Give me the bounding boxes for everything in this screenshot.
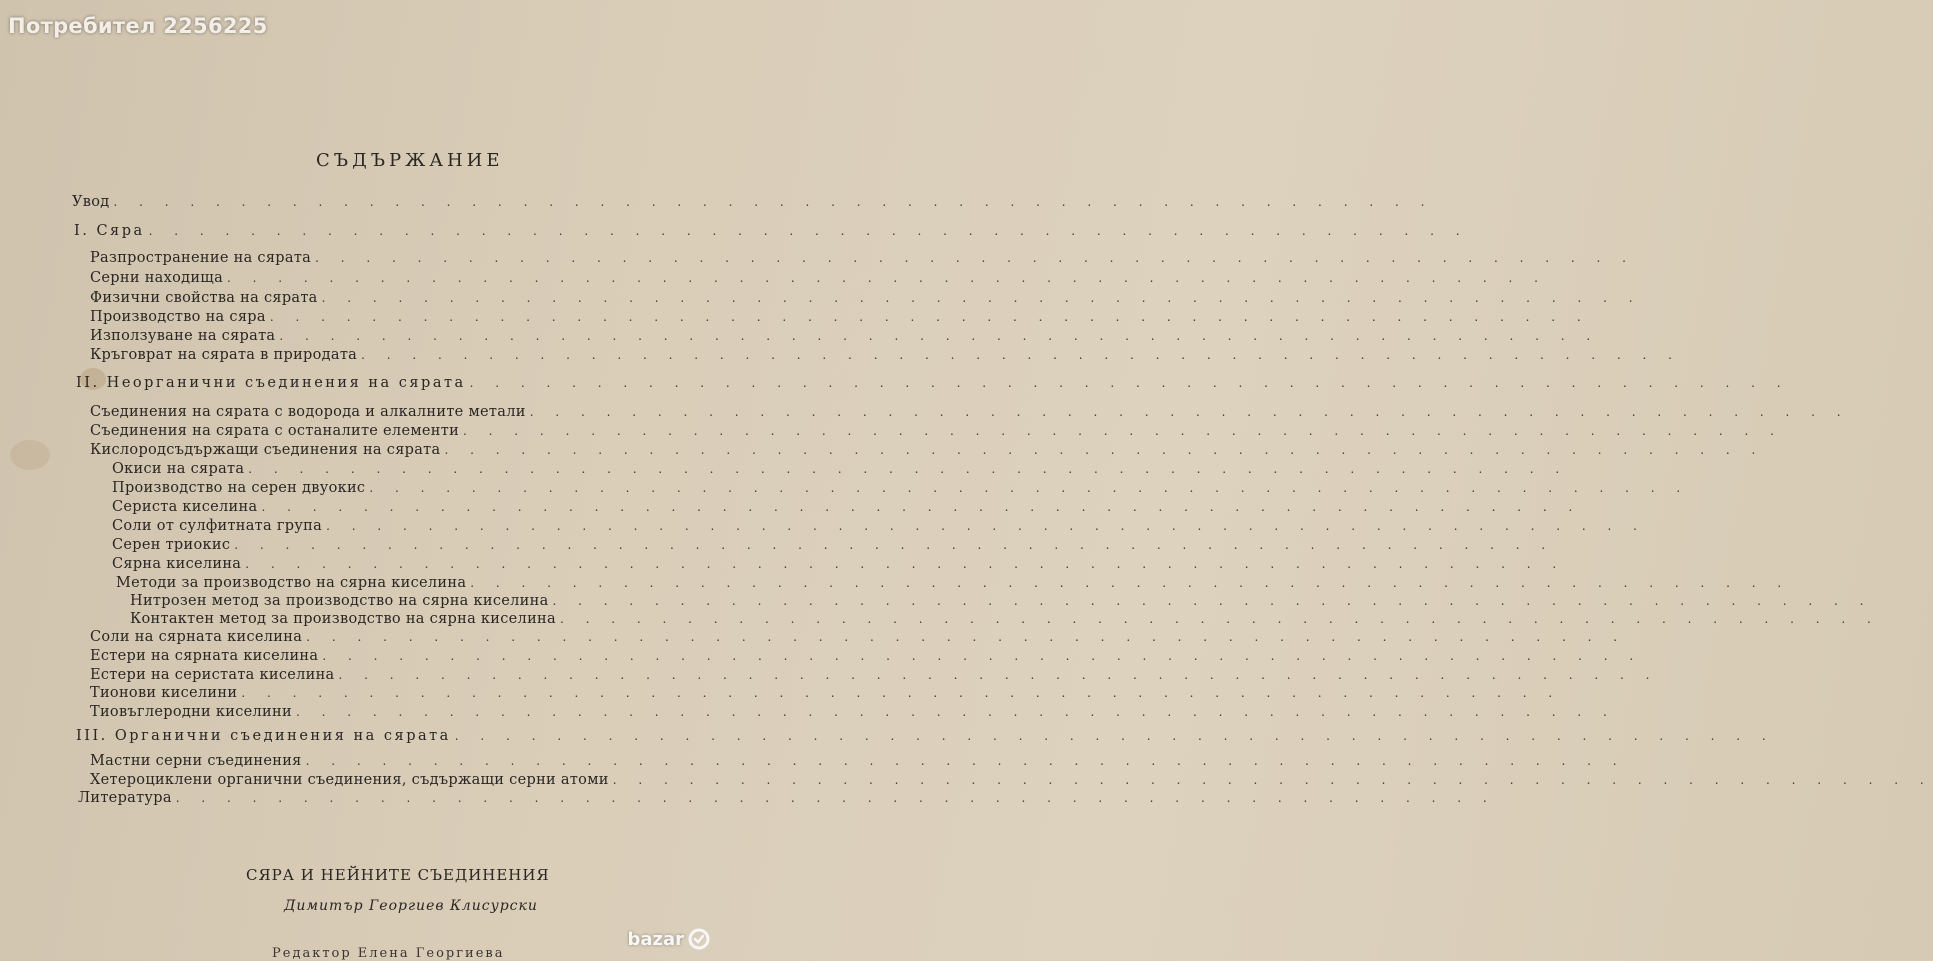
toc-entry-label: Контактен метод за производство на сярна киселина	[130, 611, 556, 627]
toc-dot-leader: . . . . . . . . . . . . . . . . . . . . . . . . . . . . . . . . . . . . . . . . . . . . . . . . . . . .	[175, 791, 1496, 805]
toc-entry	[90, 772, 1933, 788]
toc-entry	[76, 375, 1790, 391]
toc-entry-label: Съединения на сярата с водорода и алкалните метали	[90, 404, 526, 420]
toc-entry	[112, 480, 1690, 496]
toc-entry	[130, 593, 1873, 609]
toc-entry-label: I. Сяра	[74, 223, 145, 239]
toc-dot-leader: . . . . . . . . . . . . . . . . . . . . . . . . . . . . . . . . . . . . . . . . . . . . . . . . . . . .	[148, 224, 1469, 238]
toc-entry-label: Мастни серни съединения	[90, 753, 302, 769]
toc-entry-label: Хетероциклени органични съединения, съдържащи серни атоми	[90, 772, 609, 788]
bazar-logo-icon	[688, 928, 710, 950]
toc-dot-leader: . . . . . . . . . . . . . . . . . . . . . . . . . . . . . . . . . . . . . . . . . . . . . . . . . . . .	[470, 576, 1791, 590]
bazar-logo	[627, 928, 710, 950]
toc-entry-label: Окиси на сярата	[112, 461, 245, 477]
toc-dot-leader: . . . . . . . . . . . . . . . . . . . . . . . . . . . . . . . . . . . . . . . . . . . . . . . . . . . .	[529, 405, 1850, 419]
toc-entry	[130, 611, 1880, 627]
toc-entry	[112, 499, 1582, 515]
toc-entry	[112, 461, 1569, 477]
toc-entry-label: Използуване на сярата	[90, 328, 276, 344]
toc-dot-leader: . . . . . . . . . . . . . . . . . . . . . . . . . . . . . . . . . . . . . . . . . . . . . . . . . . . .	[612, 773, 1933, 787]
toc-entry	[90, 290, 1642, 306]
toc-entry-label: Тионови киселини	[90, 685, 238, 701]
toc-entry-label: Естери на серистата киселина	[90, 667, 335, 683]
toc-dot-leader: . . . . . . . . . . . . . . . . . . . . . . . . . . . . . . . . . . . . . . . . . . . . . . . . . . . .	[338, 668, 1659, 682]
toc-entry	[74, 223, 1469, 239]
toc-dot-leader: . . . . . . . . . . . . . . . . . . . . . . . . . . . . . . . . . . . . . . . . . . . . . . . . . . . .	[227, 271, 1547, 285]
toc-entry-label: Съединения на сярата с останалите елементи	[90, 423, 460, 439]
toc-dot-leader: . . . . . . . . . . . . . . . . . . . . . . . . . . . . . . . . . . . . . . . . . . . . . . . . . . . .	[552, 594, 1873, 608]
toc-entry	[90, 250, 1635, 266]
toc-dot-leader: . . . . . . . . . . . . . . . . . . . . . . . . . . . . . . . . . . . . . . . . . . . . . . . . . . . .	[241, 686, 1562, 700]
toc-entry	[90, 442, 1765, 458]
toc-dot-leader: . . . . . . . . . . . . . . . . . . . . . . . . . . . . . . . . . . . . . . . . . . . . . . . . . . . .	[361, 348, 1681, 362]
toc-dot-leader: . . . . . . . . . . . . . . . . . . . . . . . . . . . . . . . . . . . . . . . . . . . . . . . . . . . .	[306, 630, 1627, 644]
toc-entry-label: Нитрозен метод за производство на сярна киселина	[130, 593, 549, 609]
toc-entry	[90, 404, 1850, 420]
book-author: Димитър Георгиев Клисурски	[284, 898, 538, 914]
toc-entry	[90, 648, 1643, 664]
toc-dot-leader: . . . . . . . . . . . . . . . . . . . . . . . . . . . . . . . . . . . . . . . . . . . . . . . . . . . .	[113, 195, 1434, 209]
toc-entry-label: Серен триокис	[112, 537, 231, 553]
toc-entry	[90, 753, 1626, 769]
toc-dot-leader: . . . . . . . . . . . . . . . . . . . . . . . . . . . . . . . . . . . . . . . . . . . . . . . . . . . .	[321, 291, 1642, 305]
toc-entry-label: II. Неорганични съединения на сярата	[76, 375, 466, 391]
toc-entry-label: Кръговрат на сярата в природата	[90, 347, 358, 363]
toc-dot-leader: . . . . . . . . . . . . . . . . . . . . . . . . . . . . . . . . . . . . . . . . . . . . . . . . . . . .	[261, 500, 1582, 514]
toc-entry	[112, 518, 1646, 534]
toc-dot-leader: . . . . . . . . . . . . . . . . . . . . . . . . . . . . . . . . . . . . . . . . . . . . . . . . . . . .	[279, 329, 1600, 343]
toc-entry	[90, 685, 1562, 701]
toc-entry	[90, 328, 1600, 344]
toc-dot-leader: . . . . . . . . . . . . . . . . . . . . . . . . . . . . . . . . . . . . . . . . . . . . . . . . . . . .	[248, 462, 1569, 476]
toc-dot-leader: . . . . . . . . . . . . . . . . . . . . . . . . . . . . . . . . . . . . . . . . . . . . . . . . . . . .	[295, 705, 1616, 719]
toc-dot-leader: . . . . . . . . . . . . . . . . . . . . . . . . . . . . . . . . . . . . . . . . . . . . . . . . . . . .	[326, 519, 1646, 533]
book-editor: Редактор Елена Георгиева	[272, 946, 505, 961]
toc-entry-label: Увод	[72, 194, 110, 210]
toc-entry	[76, 728, 1775, 744]
bazar-logo-text: bazar	[627, 928, 684, 950]
toc-dot-leader: . . . . . . . . . . . . . . . . . . . . . . . . . . . . . . . . . . . . . . . . . . . . . . . . . . . .	[454, 729, 1775, 743]
toc-entry-label: Производство на серен двуокис	[112, 480, 366, 496]
paper-stain	[10, 440, 50, 470]
toc-dot-leader: . . . . . . . . . . . . . . . . . . . . . . . . . . . . . . . . . . . . . . . . . . . . . . . . . . . .	[469, 376, 1790, 390]
toc-entry-label: Методи за производство на сярна киселина	[116, 575, 467, 591]
toc-entry	[90, 270, 1547, 286]
toc-entry-label: Серни находища	[90, 270, 224, 286]
toc-dot-leader: . . . . . . . . . . . . . . . . . . . . . . . . . . . . . . . . . . . . . . . . . . . . . . . . . . . .	[463, 424, 1783, 438]
toc-dot-leader: . . . . . . . . . . . . . . . . . . . . . . . . . . . . . . . . . . . . . . . . . . . . . . . . . . . .	[322, 649, 1643, 663]
toc-entry-label: Тиовъглеродни киселини	[90, 704, 292, 720]
toc-entry	[90, 347, 1681, 363]
toc-dot-leader: . . . . . . . . . . . . . . . . . . . . . . . . . . . . . . . . . . . . . . . . . . . . . . . . . . . .	[444, 443, 1765, 457]
toc-dot-leader: . . . . . . . . . . . . . . . . . . . . . . . . . . . . . . . . . . . . . . . . . . . . . . . . . . . .	[315, 251, 1635, 265]
toc-entry-label: Кислородсъдържащи съединения на сярата	[90, 442, 441, 458]
toc-entry-label: III. Органични съединения на сярата	[76, 728, 451, 744]
toc-entry-label: Литература	[78, 790, 172, 806]
toc-entry	[112, 537, 1555, 553]
toc-dot-leader: . . . . . . . . . . . . . . . . . . . . . . . . . . . . . . . . . . . . . . . . . . . . . . . . . . . .	[305, 754, 1626, 768]
toc-entry	[90, 667, 1659, 683]
toc-entry-label: Сериста киселина	[112, 499, 258, 515]
toc-entry	[78, 790, 1496, 806]
toc-entry-label: Сярна киселина	[112, 556, 242, 572]
toc-entry	[90, 629, 1627, 645]
toc-entry	[90, 704, 1616, 720]
toc-entry-label: Разпространение на сярата	[90, 250, 312, 266]
toc-entry-label: Соли от сулфитната група	[112, 518, 323, 534]
toc-entry	[112, 556, 1566, 572]
user-watermark: Потребител 2256225	[8, 14, 268, 38]
toc-dot-leader: . . . . . . . . . . . . . . . . . . . . . . . . . . . . . . . . . . . . . . . . . . . . . . . . . . . .	[245, 557, 1566, 571]
toc-entry	[90, 423, 1783, 439]
toc-entry-label: Соли на сярната киселина	[90, 629, 303, 645]
toc-entry-label: Физични свойства на сярата	[90, 290, 318, 306]
toc-entry-label: Производство на сяра	[90, 309, 266, 325]
toc-dot-leader: . . . . . . . . . . . . . . . . . . . . . . . . . . . . . . . . . . . . . . . . . . . . . . . . . . . .	[369, 481, 1690, 495]
toc-dot-leader: . . . . . . . . . . . . . . . . . . . . . . . . . . . . . . . . . . . . . . . . . . . . . . . . . . . .	[234, 538, 1555, 552]
toc-dot-leader: . . . . . . . . . . . . . . . . . . . . . . . . . . . . . . . . . . . . . . . . . . . . . . . . . . . .	[269, 310, 1590, 324]
book-title: СЯРА И НЕЙНИТЕ СЪЕДИНЕНИЯ	[246, 866, 550, 884]
toc-entry	[90, 309, 1590, 325]
toc-entry	[116, 575, 1791, 591]
toc-entry	[72, 194, 1434, 210]
contents-heading: СЪДЪРЖАНИЕ	[316, 150, 504, 171]
toc-dot-leader: . . . . . . . . . . . . . . . . . . . . . . . . . . . . . . . . . . . . . . . . . . . . . . . . . . . .	[559, 612, 1880, 626]
toc-entry-label: Естери на сярната киселина	[90, 648, 319, 664]
